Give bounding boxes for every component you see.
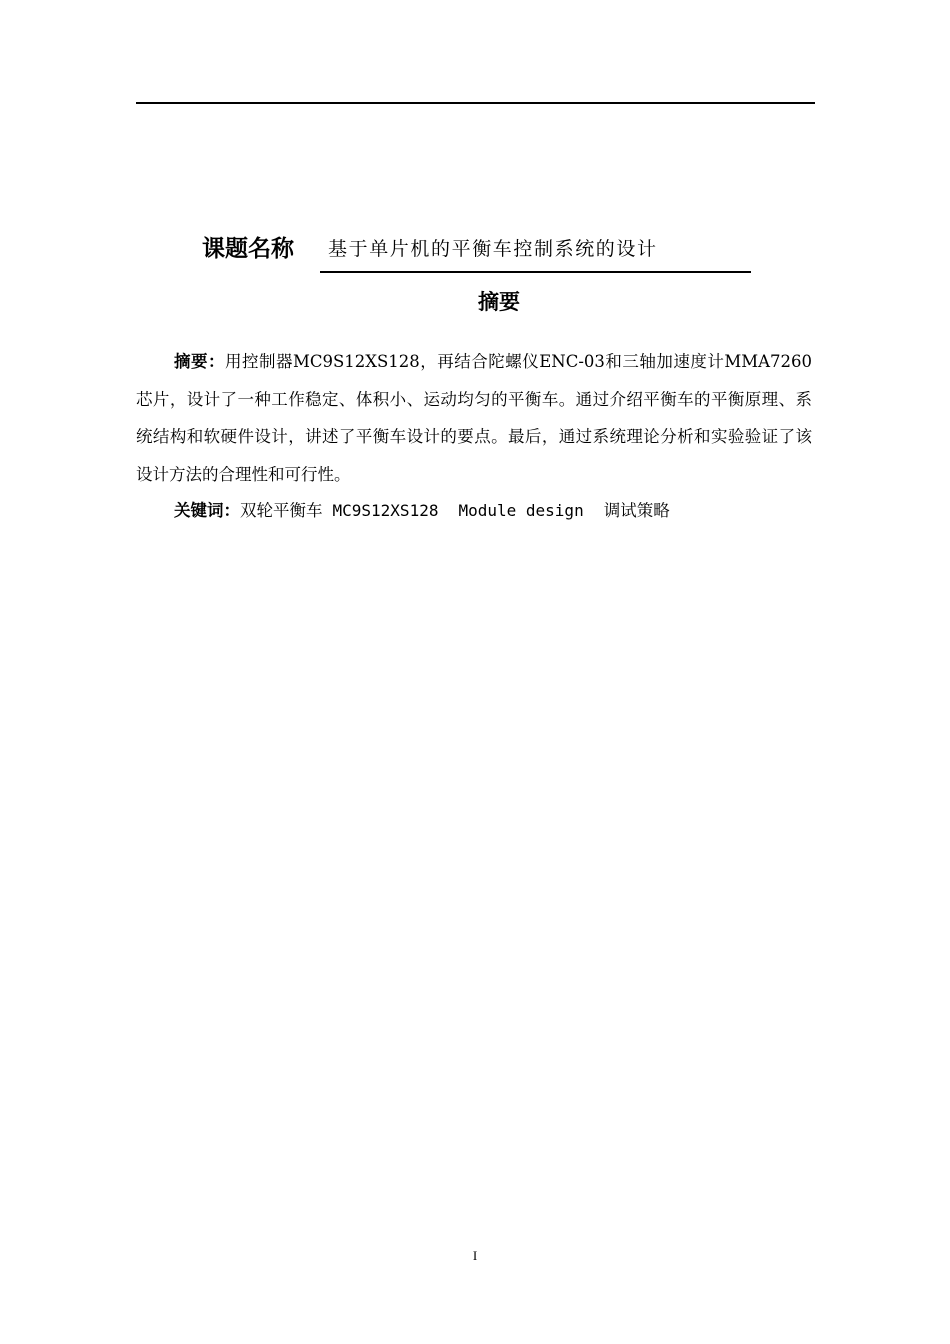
page-number: I	[472, 1248, 478, 1263]
header-rule	[136, 102, 815, 104]
abstract-text: 用控制器MC9S12XS128，再结合陀螺仪ENC-03和三轴加速度计MMA7260芯片，设计了一种工作稳定、体积小、运动均匀的平衡车。通过介绍平衡车的平衡原理、系统结构和软硬件设计，讲述了平衡车设计的要点。最后，通过系统理论分析和实验验证了该设计方法的合理性和可行性。	[136, 352, 813, 484]
keyword-item: 调试策略	[603, 501, 670, 520]
keywords-label: 关键词：	[174, 501, 240, 520]
abstract-label: 摘要：	[174, 352, 225, 371]
abstract-heading: 摘要	[478, 290, 520, 314]
keyword-item: Module design	[458, 501, 584, 520]
abstract-paragraph	[136, 343, 812, 493]
title-value: 基于单片机的平衡车控制系统的设计	[328, 238, 658, 260]
keywords-paragraph	[136, 492, 812, 530]
title-row	[202, 232, 762, 278]
title-label: 课题名称	[202, 236, 294, 262]
keyword-item: MC9S12XS128	[332, 501, 439, 520]
keyword-item: 双轮平衡车	[240, 501, 323, 520]
title-underline	[320, 271, 751, 273]
